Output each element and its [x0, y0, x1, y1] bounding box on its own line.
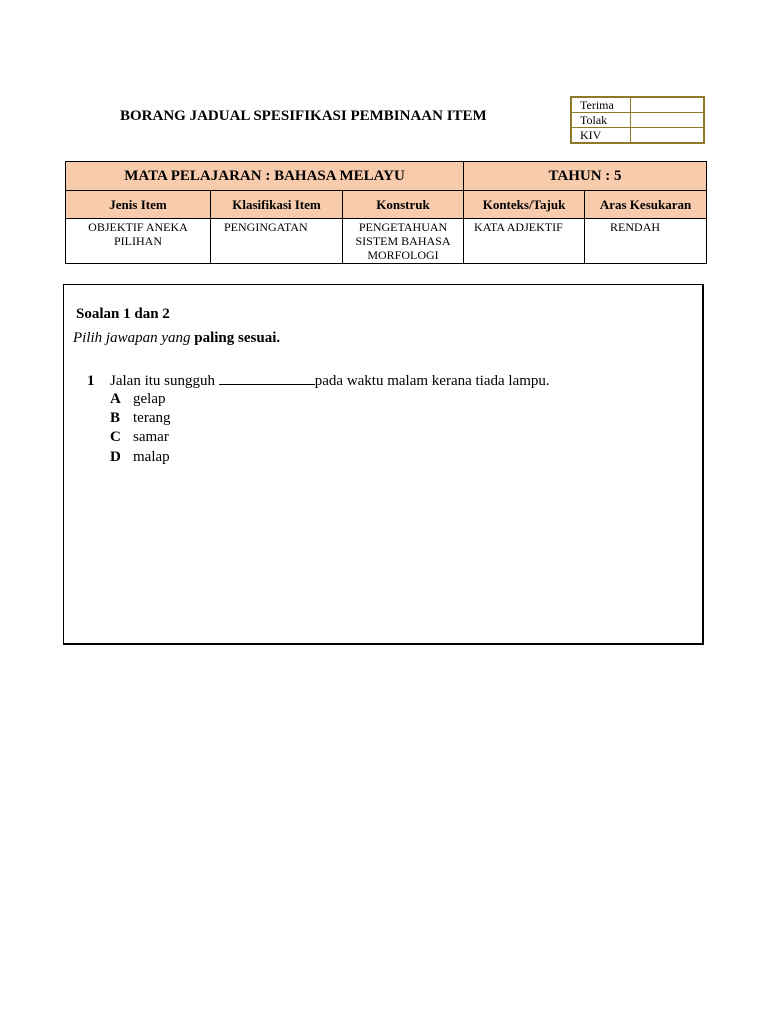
option-a[interactable]: [110, 391, 165, 408]
option-letter: B: [110, 410, 121, 426]
column-header: Jenis Item: [66, 191, 211, 219]
cell-line: SISTEM BAHASA: [355, 234, 451, 248]
option-text: gelap: [133, 391, 166, 407]
subject-cell: MATA PELAJARAN : BAHASA MELAYU: [66, 162, 464, 191]
question-box: [63, 284, 704, 645]
cell-line: PENGETAHUAN: [358, 220, 448, 234]
instruction-italic: Pilih jawapan yang: [73, 330, 191, 346]
column-header: Klasifikasi Item: [211, 191, 343, 219]
status-value-cell[interactable]: [631, 97, 705, 113]
instruction: [73, 330, 280, 347]
question-text-before: Jalan itu sungguh: [110, 373, 219, 389]
cell-line: RENDAH: [610, 220, 661, 234]
cell-line: PENGINGATAN: [224, 220, 308, 234]
cell-line: PILIHAN: [114, 234, 162, 248]
konteks-cell: [464, 219, 585, 264]
cell-line: KATA ADJEKTIF: [474, 220, 563, 234]
form-title: BORANG JADUAL SPESIFIKASI PEMBINAAN ITEM: [120, 108, 487, 124]
question-number: 1: [87, 373, 95, 389]
cell-line: OBJEKTIF ANEKA: [88, 220, 188, 234]
column-header: Konstruk: [343, 191, 464, 219]
status-value-cell[interactable]: [631, 113, 705, 128]
aras-cell: [585, 219, 707, 264]
option-letter: D: [110, 449, 121, 465]
question-text-after: pada waktu malam kerana tiada lampu.: [314, 373, 550, 389]
status-row-tolak: [571, 113, 704, 128]
option-letter: C: [110, 429, 121, 445]
status-label: Tolak: [571, 113, 631, 128]
option-text: terang: [133, 410, 171, 426]
question-1: [87, 372, 550, 390]
column-header: Aras Kesukaran: [585, 191, 707, 219]
status-table: [570, 96, 705, 144]
option-c[interactable]: [110, 429, 169, 446]
subject-row: [66, 162, 707, 191]
column-header: Konteks/Tajuk: [464, 191, 585, 219]
cell-line: MORFOLOGI: [367, 248, 439, 262]
year-cell: TAHUN : 5: [464, 162, 707, 191]
status-value-cell[interactable]: [631, 128, 705, 144]
option-text: malap: [133, 449, 170, 465]
question-heading: Soalan 1 dan 2: [76, 306, 170, 322]
jenis-item-cell: [66, 219, 211, 264]
column-header-row: [66, 191, 707, 219]
specification-table: [65, 161, 707, 264]
status-label: KIV: [571, 128, 631, 144]
option-text: samar: [133, 429, 169, 445]
option-letter: A: [110, 391, 121, 407]
status-row-kiv: [571, 128, 704, 144]
option-d[interactable]: [110, 449, 170, 466]
status-label: Terima: [571, 97, 631, 113]
konstruk-cell: [343, 219, 464, 264]
status-row-terima: [571, 97, 704, 113]
option-b[interactable]: [110, 410, 170, 427]
klasifikasi-cell: [211, 219, 343, 264]
instruction-bold: paling sesuai.: [194, 330, 281, 346]
answer-blank: [219, 372, 315, 385]
spec-data-row: [66, 219, 707, 264]
